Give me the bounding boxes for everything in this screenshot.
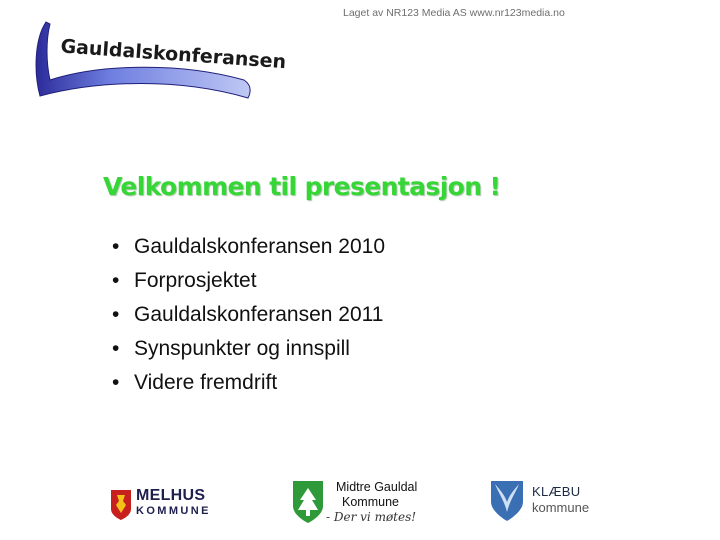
agenda-item: • Gauldalskonferansen 2011 xyxy=(112,298,385,332)
agenda-item: • Synspunkter og innspill xyxy=(112,332,385,366)
gauldalskonferansen-logo xyxy=(30,18,287,102)
agenda-item: • Gauldalskonferansen 2010 xyxy=(112,230,385,264)
agenda-item: • Forprosjektet xyxy=(112,264,385,298)
klaebu-kommune: kommune xyxy=(532,500,590,515)
melhus-coat-of-arms-icon xyxy=(110,489,132,521)
melhus-kommune-logo xyxy=(110,487,220,523)
midtre-gauldal-name: Midtre Gauldal xyxy=(336,480,418,494)
midtre-gauldal-shield-icon xyxy=(292,480,324,524)
slide-title: Velkommen til presentasjon ! xyxy=(103,172,501,201)
melhus-name: MELHUS xyxy=(136,487,206,504)
midtre-gauldal-logo xyxy=(292,478,432,526)
midtre-gauldal-tagline: - Der vi møtes! xyxy=(326,510,417,524)
agenda-item: • Videre fremdrift xyxy=(112,366,385,400)
logo-swoosh-icon xyxy=(30,18,287,102)
klaebu-kommune-logo xyxy=(490,480,610,524)
credit-text: Laget av NR123 Media AS www.nr123media.no xyxy=(343,7,565,19)
agenda-list xyxy=(112,230,385,400)
klaebu-shield-icon xyxy=(490,480,524,522)
logo-text: Gauldalskonferansen xyxy=(59,35,287,74)
klaebu-name: KLÆBU xyxy=(532,484,581,499)
melhus-kommune: KOMMUNE xyxy=(136,505,211,517)
midtre-gauldal-kommune: Kommune xyxy=(342,495,399,509)
